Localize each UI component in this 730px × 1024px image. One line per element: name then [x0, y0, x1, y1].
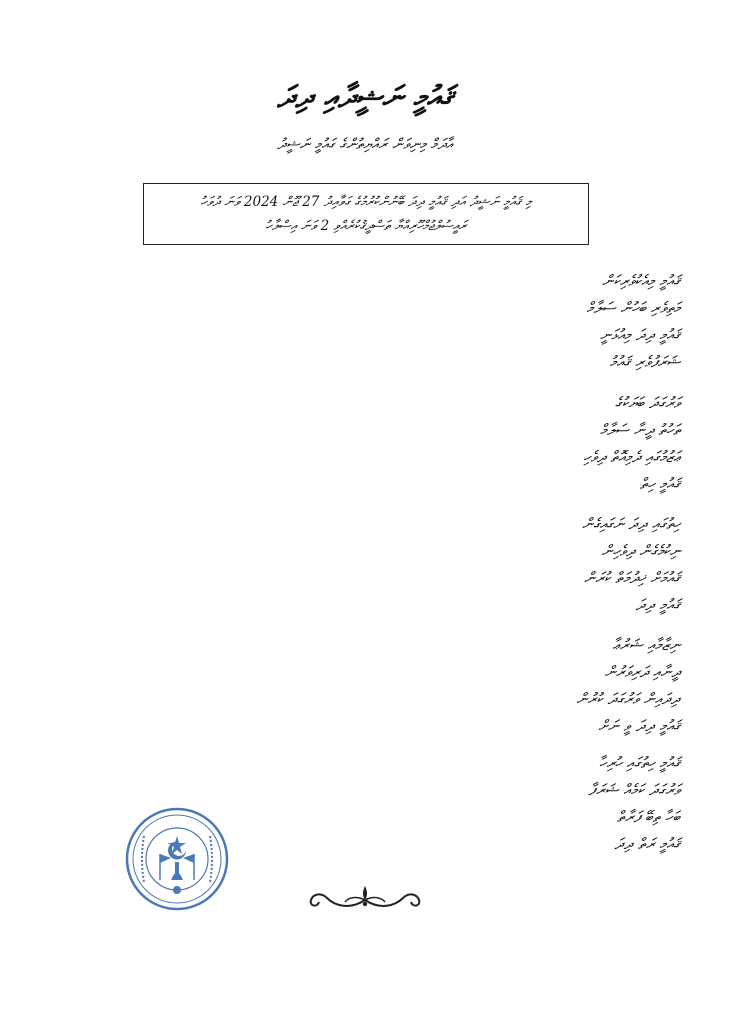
flourish-icon [305, 880, 425, 914]
notice-line-1: މި ޤައުމީ ނަޝީދު އަދި ޤައުމީ ދިދަ ބޭނުންކުރުމުގެ ގަވާއިދު 27 ޖޫން 2024 ވަނަ ދުވަހު [200, 194, 532, 210]
verse-line: ބަހާ ތިބޭ ފަރާތް [617, 808, 680, 826]
official-seal [124, 806, 230, 912]
emblem-stamp-icon [124, 806, 230, 912]
verse-line: ނިޒާމާއި ޝަރުޢާ [612, 636, 680, 654]
verse-line: ޤައުމަށް ޚިދުމަތް ކުރަން [584, 569, 680, 587]
document-title: ޤައުމީ ނަޝީދާއި ދިދަ [277, 80, 453, 115]
notice-box [143, 183, 589, 245]
verse-line: ޢަޒުމުގައި ދެމިއޮތް ދިވެހި [583, 448, 680, 466]
decorative-ornament [305, 880, 425, 914]
stanza-5 [300, 750, 680, 858]
notice-line-2: ރައީސުލްޖުމްހޫރިއްޔާ ތަސްދީޤުކުރެއްވި 2 ވަނަ އިސްލާހު [265, 218, 467, 234]
verse-line: ޝަރަފުވެރި ޤައުމު [609, 353, 680, 371]
verse-line: ވަރުގަދަ ބަޔަކުގެ [614, 394, 680, 412]
verse-line: ތަހުތު ދީނާ ސަލާމް [599, 421, 680, 439]
verse-line: ޤައުމީ ރަތް ދިދަ [614, 835, 680, 853]
document-subtitle: އާދަމް މިނިވަން ރައްޔިތުންގެ ގައުމީ ނަޝީދު [277, 135, 453, 153]
stanza-2 [300, 390, 680, 498]
verse-line: ޤައުމީ ހިތުގައި ހުރިހާ [599, 754, 680, 772]
verse-line: ވަރުގަދަ ކަމެއް ޝަރަފާ [588, 781, 680, 799]
verse-line: ޤައުމީ ދިދަ މިއުޅަނީ [599, 326, 680, 344]
verse-line: މަތިވެރި ބަހުން ސަލާމް [586, 299, 680, 317]
stanza-1 [300, 268, 680, 376]
stanza-3 [300, 511, 680, 619]
verse-line: ދިދައިން ވަރުގަދަ ކުރުން [576, 690, 680, 708]
verse-line: ދީނާއި ދަރިވަރުން [604, 663, 680, 681]
verse-line: ޤައުމީ ދިދަ ވީ ނަށް [598, 717, 680, 735]
verse-line: ޤައުމީ ދިދަ [635, 596, 680, 614]
verse-line: ޤައުމީ ހިތް [639, 475, 680, 493]
verse-line: ނިކުމެގެން ދިވެހިން [601, 542, 680, 560]
verse-line: ހިތުގައި ދިދަ ނަގައިގެން [582, 515, 680, 533]
verse-line: ޤައުމީ މިއެކުވެރިކަން [602, 272, 680, 290]
stanza-4 [300, 632, 680, 740]
